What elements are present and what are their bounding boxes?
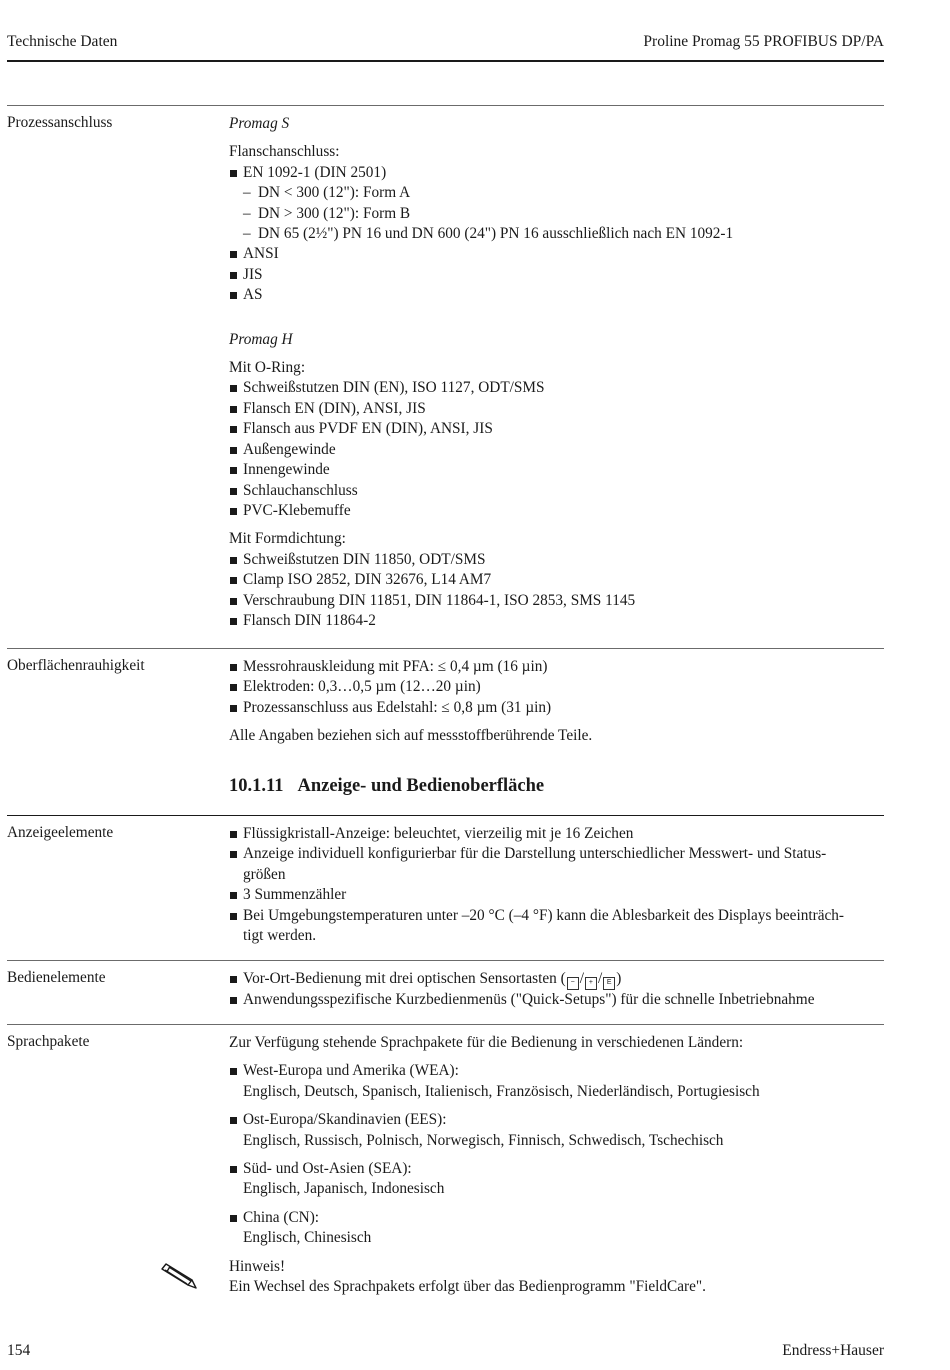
sprach-list (229, 1061, 884, 1102)
package-name: Ost-Europa/Skandinavien (EES): (243, 1111, 447, 1129)
formdichtung-intro: Mit Formdichtung: (229, 530, 346, 548)
list-item: AS (229, 285, 884, 305)
row-divider (7, 815, 884, 816)
anzeige-list (229, 824, 884, 946)
section-title: Anzeige- und Bedienoberfläche (297, 776, 545, 796)
promag-s-title: Promag S (229, 115, 290, 132)
list-item: Schlauchanschluss (229, 481, 884, 501)
oberflaeche-list (229, 657, 884, 718)
promag-h-title: Promag H (229, 330, 293, 348)
bedien-list (229, 969, 884, 1010)
sprach-list (229, 1159, 884, 1200)
package-name: China (CN): (243, 1208, 320, 1226)
promag-s-list (229, 163, 884, 306)
oberflaeche-content (229, 657, 884, 747)
row-divider (7, 960, 884, 961)
list-item: Clamp ISO 2852, DIN 32676, L14 AM7 (229, 570, 884, 590)
row-divider (7, 105, 884, 106)
package-languages: Englisch, Russisch, Polnisch, Norwegisch, Finnisch, Schwedisch, Tschechisch (243, 1131, 724, 1149)
row-label-sprachpakete: Sprachpakete (7, 1033, 90, 1050)
package-languages: Englisch, Chinesisch (243, 1229, 372, 1247)
formdichtung-list (229, 550, 884, 632)
sprach-content (229, 1033, 884, 1297)
row-label-anzeigeelemente: Anzeigeelemente (7, 824, 114, 841)
oring-list (229, 378, 884, 521)
row-label-bedienelemente: Bedienelemente (7, 969, 106, 986)
list-item: Schweißstutzen DIN (EN), ISO 1127, ODT/SMS (229, 378, 884, 398)
anzeige-content (229, 824, 884, 946)
list-item: Flansch aus PVDF EN (DIN), ANSI, JIS (229, 419, 884, 439)
package-languages: Englisch, Japanisch, Indonesisch (243, 1180, 445, 1198)
list-item: Flüssigkristall-Anzeige: beleuchtet, vierzeilig mit je 16 Zeichen (229, 824, 884, 844)
row-label-oberflaechenrauhigkeit: Oberflächenrauhigkeit (7, 657, 145, 674)
sprach-list (229, 1110, 884, 1151)
list-item (229, 906, 884, 947)
sub-list-item: – DN 65 (2½") PN 16 und DN 600 (24") PN 16 ausschließlich nach EN 1092-1 (229, 224, 884, 244)
list-item: JIS (229, 265, 884, 285)
package-name: Süd- und Ost-Asien (SEA): (243, 1160, 412, 1178)
list-item: ANSI (229, 244, 884, 264)
list-item: Flansch EN (DIN), ANSI, JIS (229, 399, 884, 419)
list-item: Flansch DIN 11864-2 (229, 611, 884, 631)
list-item-text: Anzeige individuell konfigurierbar für die Darstellung unterschiedlicher Messwert- und Status- größen (243, 845, 827, 883)
section-heading (229, 776, 544, 797)
list-item: Anwendungsspezifische Kurzbedienmenüs ("Quick-Setups") für die schnelle Inbetriebnahme (229, 990, 884, 1010)
footer-brand: Endress+Hauser (782, 1342, 884, 1359)
header-rule (7, 60, 884, 62)
row-label-prozessanschluss: Prozessanschluss (7, 114, 113, 131)
header-section-title: Technische Daten (7, 33, 118, 50)
package-languages: Englisch, Deutsch, Spanisch, Italienisch, Französisch, Niederländisch, Portugiesisch (243, 1082, 760, 1100)
oring-intro: Mit O-Ring: (229, 359, 306, 377)
list-item: PVC-Klebemuffe (229, 501, 884, 521)
oberflaeche-note: Alle Angaben beziehen sich auf messstoffberührende Teile. (229, 727, 593, 745)
list-item: Außengewinde (229, 440, 884, 460)
list-item-text: EN 1092-1 (DIN 2501) (243, 163, 387, 181)
list-item: Schweißstutzen DIN 11850, ODT/SMS (229, 550, 884, 570)
sprach-list (229, 1208, 884, 1249)
package-name: West-Europa und Amerika (WEA): (243, 1062, 459, 1080)
note-title: Hinweis! (229, 1257, 286, 1275)
list-item: Innengewinde (229, 460, 884, 480)
enter-key-icon: E (603, 977, 615, 990)
plus-key-icon: + (585, 977, 597, 990)
list-item-text: Vor-Ort-Bedienung mit drei optischen Sensortasten ( (243, 970, 566, 987)
list-item-text: ) (616, 970, 622, 987)
sub-list (229, 183, 884, 244)
list-item: Messrohrauskleidung mit PFA: ≤ 0,4 µm (16 µin) (229, 657, 884, 677)
flanschanschluss-intro: Flanschanschluss: (229, 143, 340, 161)
note-text: Ein Wechsel des Sprachpakets erfolgt über das Bedienprogramm "FieldCare". (229, 1278, 706, 1296)
bedien-content (229, 969, 884, 1010)
sub-list-item: – DN < 300 (12"): Form A (229, 183, 884, 203)
prozessanschluss-content (229, 114, 884, 631)
list-item (229, 1110, 884, 1151)
minus-key-icon: − (567, 977, 579, 990)
sub-list-item: – DN > 300 (12"): Form B (229, 204, 884, 224)
list-item-text: Bei Umgebungstemperaturen unter –20 °C (–4 °F) kann die Ablesbarkeit des Displays beeinträch- tigt werden. (243, 906, 845, 945)
list-item (229, 1208, 884, 1249)
row-divider (7, 1024, 884, 1025)
list-item: Elektroden: 0,3…0,5 µm (12…20 µin) (229, 677, 884, 697)
list-item (229, 1159, 884, 1200)
list-item (229, 163, 884, 245)
row-divider (7, 648, 884, 649)
sprach-intro: Zur Verfügung stehende Sprachpakete für die Bedienung in verschiedenen Ländern: (229, 1034, 744, 1051)
list-item: Verschraubung DIN 11851, DIN 11864-1, ISO 2853, SMS 1145 (229, 591, 884, 611)
header-document-title: Proline Promag 55 PROFIBUS DP/PA (643, 33, 884, 50)
pencil-note-icon (160, 1258, 200, 1290)
list-item: Prozessanschluss aus Edelstahl: ≤ 0,8 µm (31 µin) (229, 698, 884, 718)
list-item (229, 844, 884, 885)
list-item: Vor-Ort-Bedienung mit drei optischen Sensortasten ( − / + / E ) (229, 969, 884, 990)
list-item (229, 1061, 884, 1102)
section-number: 10.1.11 (229, 776, 284, 796)
list-item: 3 Summenzähler (229, 885, 884, 905)
page-number: 154 (7, 1342, 31, 1359)
